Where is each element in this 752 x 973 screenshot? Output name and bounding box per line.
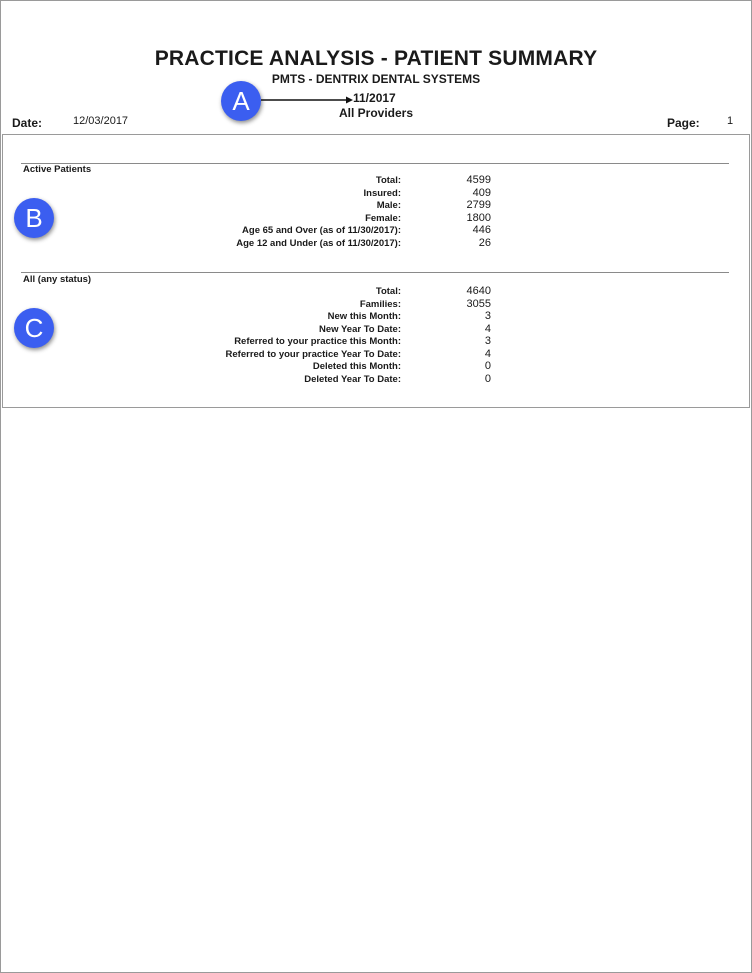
row-label: Insured: xyxy=(363,187,401,199)
row-label: Deleted this Month: xyxy=(312,361,401,372)
page-number: 1 xyxy=(727,115,734,127)
row-label: Age 65 and Over (as of 11/30/2017): xyxy=(242,225,401,236)
row-value: 26 xyxy=(478,236,491,249)
table-row xyxy=(0,299,752,312)
section-title-active-patients: Active Patients xyxy=(23,164,92,175)
row-value: 446 xyxy=(472,224,491,236)
callout-c-badge: C xyxy=(14,308,54,348)
section-title-all-status: All (any status) xyxy=(23,274,92,285)
row-label: Male: xyxy=(376,200,401,211)
row-label: Age 12 and Under (as of 11/30/2017): xyxy=(236,237,401,249)
row-value: 3 xyxy=(484,335,491,347)
table-row xyxy=(0,324,752,337)
table-row xyxy=(0,200,752,213)
row-value: 409 xyxy=(472,186,491,199)
row-label: Total: xyxy=(375,286,401,297)
row-label: Female: xyxy=(365,212,401,224)
table-row xyxy=(0,336,752,349)
row-value: 3055 xyxy=(466,297,491,310)
row-label: Families: xyxy=(359,298,401,310)
table-row xyxy=(0,374,752,387)
callout-arrow-icon xyxy=(261,95,353,105)
row-label: Total: xyxy=(375,175,401,186)
row-label: Referred to your practice Year To Date: xyxy=(225,348,401,360)
report-period: 11/2017 xyxy=(353,91,396,105)
report-providers: All Providers xyxy=(338,106,414,120)
row-value: 0 xyxy=(484,360,491,372)
table-row xyxy=(0,238,752,251)
row-label: Referred to your practice this Month: xyxy=(234,336,401,347)
row-value: 4640 xyxy=(466,285,491,297)
row-value: 4 xyxy=(484,347,491,360)
table-row xyxy=(0,225,752,238)
report-subtitle: PMTS - DENTRIX DENTAL SYSTEMS xyxy=(271,72,481,86)
row-label: New Year To Date: xyxy=(318,323,401,335)
row-label: Deleted Year To Date: xyxy=(304,373,401,385)
section-divider xyxy=(21,163,729,164)
row-value: 4599 xyxy=(466,174,491,186)
callout-b-badge: B xyxy=(14,198,54,238)
row-value: 3 xyxy=(484,310,491,322)
table-row xyxy=(0,175,752,188)
table-row xyxy=(0,188,752,201)
row-value: 0 xyxy=(484,372,491,385)
row-value: 4 xyxy=(484,322,491,335)
section-divider xyxy=(21,272,729,273)
table-row xyxy=(0,349,752,362)
table-row xyxy=(0,286,752,299)
row-value: 2799 xyxy=(466,199,491,211)
page-label: Page: xyxy=(667,116,700,130)
row-value: 1800 xyxy=(466,211,491,224)
table-row xyxy=(0,213,752,226)
date-value: 12/03/2017 xyxy=(73,115,129,127)
date-label: Date: xyxy=(12,116,43,130)
callout-a-badge: A xyxy=(221,81,261,121)
table-row xyxy=(0,311,752,324)
report-title: PRACTICE ANALYSIS - PATIENT SUMMARY xyxy=(154,47,598,70)
row-label: New this Month: xyxy=(327,311,401,322)
table-row xyxy=(0,361,752,374)
